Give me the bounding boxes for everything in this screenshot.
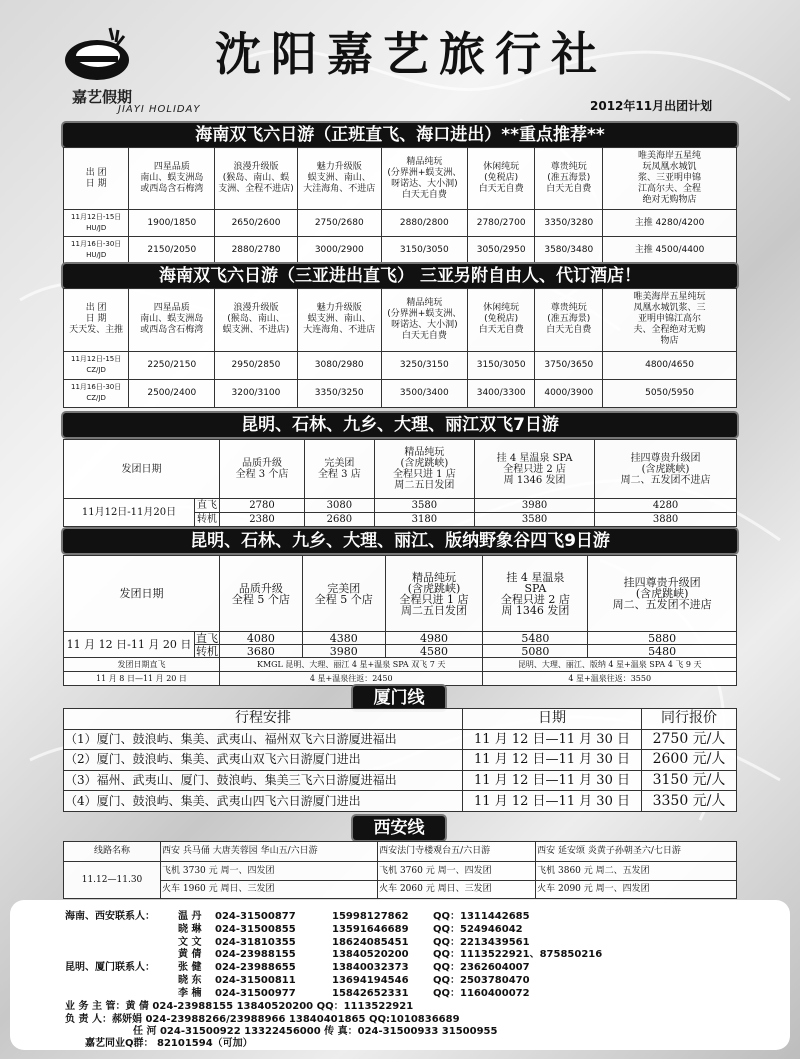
table-row xyxy=(64,880,737,898)
column-header: 完美团 全程 5 个店 xyxy=(302,556,385,632)
table-cell: 3580 xyxy=(374,499,474,513)
table-cell: 2150/2050 xyxy=(129,237,215,264)
table-cell: 2780 xyxy=(220,499,305,513)
table-cell: 3350/3250 xyxy=(297,379,381,407)
column-header: 魅力升级版 蜈支洲、南山、 大洼海角、不进店 xyxy=(297,148,381,210)
table-cell: 3980 xyxy=(302,645,385,658)
table-cell: 5880 xyxy=(588,632,737,645)
table-cell: 11 月 12 日—11 月 30 日 xyxy=(463,791,642,812)
table-cell: 3580/3480 xyxy=(535,237,603,264)
table-cell: 2250/2150 xyxy=(129,351,215,379)
table-row xyxy=(64,862,737,880)
section-title-xiamen: 厦门线 xyxy=(353,686,445,710)
contact-e: QQ：1113522921、875850216 xyxy=(433,949,603,961)
table-hainan-sanya xyxy=(63,288,737,408)
responsible-line-2: 任 河 024-31500922 13322456000 传 真：024-31500933 31500955 xyxy=(133,1026,498,1037)
contact-a: 昆明、厦门联系人： xyxy=(65,962,155,974)
page-header xyxy=(0,0,800,122)
column-header: 挂 4 星温泉 SPA 全程只进 2 店 周 1346 发团 xyxy=(483,556,588,632)
column-header: 精品纯玩 (分界洲+蜈支洲、 呀诺达、大小洞) 白天无自费 xyxy=(381,148,467,210)
table-header-row xyxy=(64,709,737,730)
table-cell: 2600 元/人 xyxy=(642,750,737,771)
table-cell: 11月12日-11月20日 xyxy=(64,499,195,527)
contact-c: 024-23988655 xyxy=(215,962,296,974)
table-cell: 5480 xyxy=(483,632,588,645)
page-title: 沈阳嘉艺旅行社 xyxy=(215,27,607,81)
section-title-hainan-haikou: 海南双飞六日游（正班直飞、海口进出）**重点推荐** xyxy=(63,123,737,147)
table-row xyxy=(64,770,737,791)
table-cell: 3750/3650 xyxy=(535,351,603,379)
table-xian xyxy=(63,841,737,899)
table-row xyxy=(64,672,737,686)
table-cell: 5480 xyxy=(588,645,737,658)
column-header: 挂四尊贵升级团 (含虎跳峡) 周二、五发团不进店 xyxy=(595,440,737,499)
table-cell: 5050/5950 xyxy=(603,379,737,407)
table-cell: 3150/3050 xyxy=(467,351,535,379)
qq-group-line: 嘉艺同业Q群： 82101594（可加） xyxy=(85,1038,253,1049)
table-cell: 11 月 12 日—11 月 30 日 xyxy=(463,770,642,791)
table-cell: 2500/2400 xyxy=(129,379,215,407)
table-cell: 主推 4500/4400 xyxy=(603,237,737,264)
table-cell: 直飞 xyxy=(195,499,220,513)
table-cell: 4800/4650 xyxy=(603,351,737,379)
column-header: 品质升级 全程 5 个店 xyxy=(220,556,303,632)
column-header: 品质升级 全程 3 个店 xyxy=(220,440,305,499)
table-row xyxy=(64,791,737,812)
table-header-row xyxy=(64,148,737,210)
table-cell: 11 月 12 日—11 月 30 日 xyxy=(463,729,642,750)
table-row xyxy=(64,750,737,771)
column-header: 休闲纯玩 (免税店) 白天无自费 xyxy=(467,148,535,210)
table-cell: 发团日期直飞 xyxy=(64,658,220,672)
column-header: 行程安排 xyxy=(64,709,463,730)
table-cell: 4080 xyxy=(220,632,303,645)
table-cell: 4 星+温泉往返：2450 xyxy=(220,672,483,686)
table-cell: 3080/2980 xyxy=(297,351,381,379)
column-header: 线路名称 xyxy=(64,842,161,862)
table-cell: 直飞 xyxy=(196,631,218,645)
table-cell: 2880/2800 xyxy=(381,210,467,237)
table-cell: 3580 xyxy=(475,513,595,527)
table-cell: 11 月 12 日—11 月 30 日 xyxy=(463,750,642,771)
table-header-row xyxy=(64,289,737,352)
contact-b: 温 丹 xyxy=(178,911,202,922)
table-cell: 1900/1850 xyxy=(129,210,215,237)
column-header: 发团日期 xyxy=(64,440,220,499)
contact-d: 13840520200 xyxy=(332,949,409,961)
table-row xyxy=(64,632,737,645)
contact-e: QQ：1160400072 xyxy=(433,987,530,999)
contact-d: 13694194546 xyxy=(332,975,409,986)
table-xiamen xyxy=(63,708,737,812)
column-header: 挂 4 星温泉 SPA 全程只进 2 店 周 1346 发团 xyxy=(475,440,595,499)
column-header: 出 团 日 期 天天发、主推 xyxy=(64,289,129,352)
table-cell: 2680 xyxy=(305,513,375,527)
column-header: 浪漫升级版 (猴岛、南山、蜈 支洲、全程不进店) xyxy=(215,148,297,210)
table-cell: 11.12—11.30 xyxy=(64,862,161,899)
table-cell: 飞机 3730 元 周一、四发团 xyxy=(161,862,378,880)
column-header: 尊贵纯玩 (准五海景) 白天无自费 xyxy=(535,148,603,210)
logo-icon xyxy=(62,22,132,82)
table-cell: 飞机 3760 元 周一、四发团 xyxy=(378,862,536,880)
table-cell: 4000/3900 xyxy=(535,379,603,407)
contact-e: QQ：1311442685 xyxy=(433,911,530,922)
table-cell: 3180 xyxy=(374,513,474,527)
contact-c: 024-31500855 xyxy=(215,923,296,935)
contact-d: 13840032373 xyxy=(332,962,409,974)
column-header: 浪漫升级版 (猴岛、南山、 蜈支洲、不进店) xyxy=(215,289,297,352)
table-cell: 5080 xyxy=(483,645,588,658)
column-header: 西安法门寺楼观台五/六日游 xyxy=(378,842,536,862)
section-title-kunming-9day: 昆明、石林、九乡、大理、丽江、版纳野象谷四飞9日游 xyxy=(63,529,737,553)
contact-b: 晓 琳 xyxy=(178,923,202,935)
table-row xyxy=(64,729,737,750)
table-cell: 11月16日-30日 CZ/JD xyxy=(64,379,129,407)
contact-e: QQ：2362604007 xyxy=(433,962,530,974)
table-cell: 4 星+温泉往返：3550 xyxy=(483,672,737,686)
contact-b: 张 健 xyxy=(178,962,202,974)
table-cell: 4280 xyxy=(595,499,737,513)
table-cell: 2880/2780 xyxy=(215,237,297,264)
table-row xyxy=(64,351,737,379)
contact-d: 15842652331 xyxy=(332,987,409,999)
table-hainan-haikou xyxy=(63,147,737,264)
table-cell: 2780/2700 xyxy=(467,210,535,237)
table-cell: 火车 1960 元 周日、三发团 xyxy=(161,880,378,898)
table-cell: 3200/3100 xyxy=(215,379,297,407)
contact-d: 13591646689 xyxy=(332,923,409,935)
section-title-xian: 西安线 xyxy=(353,816,445,840)
table-cell: 3500/3400 xyxy=(381,379,467,407)
table-cell: 4380 xyxy=(302,632,385,645)
table-cell: （4）厦门、鼓浪屿、集美、武夷山四飞六日游厦门进出 xyxy=(64,791,463,812)
column-header: 出 团 日 期 xyxy=(64,148,129,210)
column-header: 西安 兵马俑 大唐芙蓉园 华山五/六日游 xyxy=(161,842,378,862)
contact-c: 024-31500977 xyxy=(215,987,296,999)
table-cell: KMGL 昆明、大理、丽江 4 星+温泉 SPA 双飞 7 天 xyxy=(220,658,483,672)
table-cell: 11 月 8 日—11 月 20 日 xyxy=(64,672,220,686)
table-row xyxy=(64,379,737,407)
table-cell: 3250/3150 xyxy=(381,351,467,379)
table-cell: 3350 元/人 xyxy=(642,791,737,812)
table-cell: 主推 4280/4200 xyxy=(603,210,737,237)
table-cell: 2950/2850 xyxy=(215,351,297,379)
table-cell: （2）厦门、鼓浪屿、集美、武夷山双飞六日游厦门进出 xyxy=(64,750,463,771)
column-header: 尊贵纯玩 (准五海景) 白天无自费 xyxy=(535,289,603,352)
table-cell: 11 月 12 日-11 月 20 日 xyxy=(64,632,195,658)
table-cell: 昆明、大理、丽江、版纳 4 星+温泉 SPA 4 飞 9 天 xyxy=(483,658,737,672)
table-cell: 飞机 3860 元 周二、五发团 xyxy=(536,862,737,880)
contact-e: QQ：2213439561 xyxy=(433,936,530,948)
table-cell: 3400/3300 xyxy=(467,379,535,407)
table-header-row xyxy=(64,842,737,862)
manager-line: 业 务 主 管：黄 倩 024-23988155 13840520200 QQ：1113522921 xyxy=(65,1001,414,1012)
table-row xyxy=(64,237,737,264)
table-header-row xyxy=(64,440,737,499)
page-subtitle: 2012年11月出团计划 xyxy=(590,99,713,113)
responsible-line-1: 负 责 人：郝妍娟 024-23988266/23988966 13840401865 QQ:1010836689 xyxy=(65,1014,460,1025)
contact-b: 文 文 xyxy=(178,936,202,948)
table-cell: 转机 xyxy=(195,513,220,527)
column-header: 同行报价 xyxy=(642,709,737,730)
contact-c: 024-31500877 xyxy=(215,911,296,922)
table-cell: 3150/3050 xyxy=(381,237,467,264)
table-cell: 2750 元/人 xyxy=(642,729,737,750)
column-header: 精品纯玩 (含虎跳峡) 全程只进 1 店 周二五日发团 xyxy=(385,556,483,632)
contact-d: 15998127862 xyxy=(332,911,409,922)
logo-text: 嘉艺假期 xyxy=(72,88,133,106)
contact-b: 晓 东 xyxy=(178,975,202,986)
column-header: 唯美海岸五星纯玩 凤凰水城饥浆、三 亚明申锦江高尔 夫、全程绝对无购 物店 xyxy=(603,289,737,352)
table-cell: 3080 xyxy=(305,499,375,513)
table-cell: 火车 2090 元 周一、四发团 xyxy=(536,880,737,898)
logo-english: JIAYI HOLIDAY xyxy=(118,104,201,115)
column-header: 西安 延安颂 炎黄子孙朝圣六/七日游 xyxy=(536,842,737,862)
column-header: 发团日期 xyxy=(64,556,220,632)
contact-c: 024-23988155 xyxy=(215,949,296,961)
section-title-kunming-7day: 昆明、石林、九乡、大理、丽江双飞7日游 xyxy=(63,413,737,437)
table-cell: 4980 xyxy=(385,632,483,645)
contact-b: 黄 倩 xyxy=(178,949,202,961)
table-cell: 3050/2950 xyxy=(467,237,535,264)
contact-c: 024-31810355 xyxy=(215,936,296,948)
column-header: 完美团 全程 3 店 xyxy=(305,440,375,499)
table-header-row xyxy=(64,556,737,632)
table-cell: 3000/2900 xyxy=(297,237,381,264)
section-title-hainan-sanya: 海南双飞六日游（三亚进出直飞） 三亚另附自由人、代订酒店！ xyxy=(63,264,737,288)
table-cell: 4580 xyxy=(385,645,483,658)
table-cell: 11月12日-15日 CZ/JD xyxy=(64,351,129,379)
table-row xyxy=(64,658,737,672)
table-kunming-7day xyxy=(63,439,737,527)
table-cell: 3680 xyxy=(220,645,303,658)
table-cell: 11月12日-15日 HU/JD xyxy=(64,210,129,237)
table-cell: （1）厦门、鼓浪屿、集美、武夷山、福州双飞六日游厦进福出 xyxy=(64,729,463,750)
column-header: 四星品质 南山、蜈支洲岛 或西岛含石梅湾 xyxy=(129,289,215,352)
table-cell: 3350/3280 xyxy=(535,210,603,237)
column-header: 魅力升级版 蜈支洲、南山、 大连海角、不进店 xyxy=(297,289,381,352)
contact-e: QQ：524946042 xyxy=(433,923,523,935)
table-cell: 11月16日-30日 HU/JD xyxy=(64,237,129,264)
column-header: 精品纯玩 (分界洲+蜈支洲、 呀诺达、大小洞) 白天无自费 xyxy=(381,289,467,352)
contact-a: 海南、西安联系人： xyxy=(65,911,155,922)
table-cell: （3）福州、武夷山、厦门、鼓浪屿、集美三飞六日游厦进福出 xyxy=(64,770,463,791)
table-row xyxy=(64,210,737,237)
contact-d: 18624085451 xyxy=(332,936,409,948)
contact-b: 李 楠 xyxy=(178,987,202,999)
column-header: 休闲纯玩 (免税店) 白天无自费 xyxy=(467,289,535,352)
contact-c: 024-31500811 xyxy=(215,975,296,986)
table-kunming-9day xyxy=(63,555,737,686)
column-header: 唯美海岸五星纯 玩凤凰水城饥 浆、三亚明申锦 江高尔夫、全程 绝对无购物店 xyxy=(603,148,737,210)
table-cell: 2750/2680 xyxy=(297,210,381,237)
column-header: 挂四尊贵升级团 (含虎跳峡) 周二、五发团不进店 xyxy=(588,556,737,632)
table-cell: 3880 xyxy=(595,513,737,527)
column-header: 日期 xyxy=(463,709,642,730)
table-cell: 3150 元/人 xyxy=(642,770,737,791)
table-cell: 2380 xyxy=(220,513,305,527)
table-cell: 2650/2600 xyxy=(215,210,297,237)
contact-e: QQ：2503780470 xyxy=(433,975,530,986)
table-cell: 3980 xyxy=(475,499,595,513)
contact-panel xyxy=(10,900,790,1050)
column-header: 四星品质 南山、蜈支洲岛 或西岛含石梅湾 xyxy=(129,148,215,210)
table-cell: 火车 2060 元 周日、三发团 xyxy=(378,880,536,898)
table-row xyxy=(64,499,737,513)
table-cell: 转机 xyxy=(196,644,218,658)
column-header: 精品纯玩 (含虎跳峡) 全程只进 1 店 周二五日发团 xyxy=(374,440,474,499)
